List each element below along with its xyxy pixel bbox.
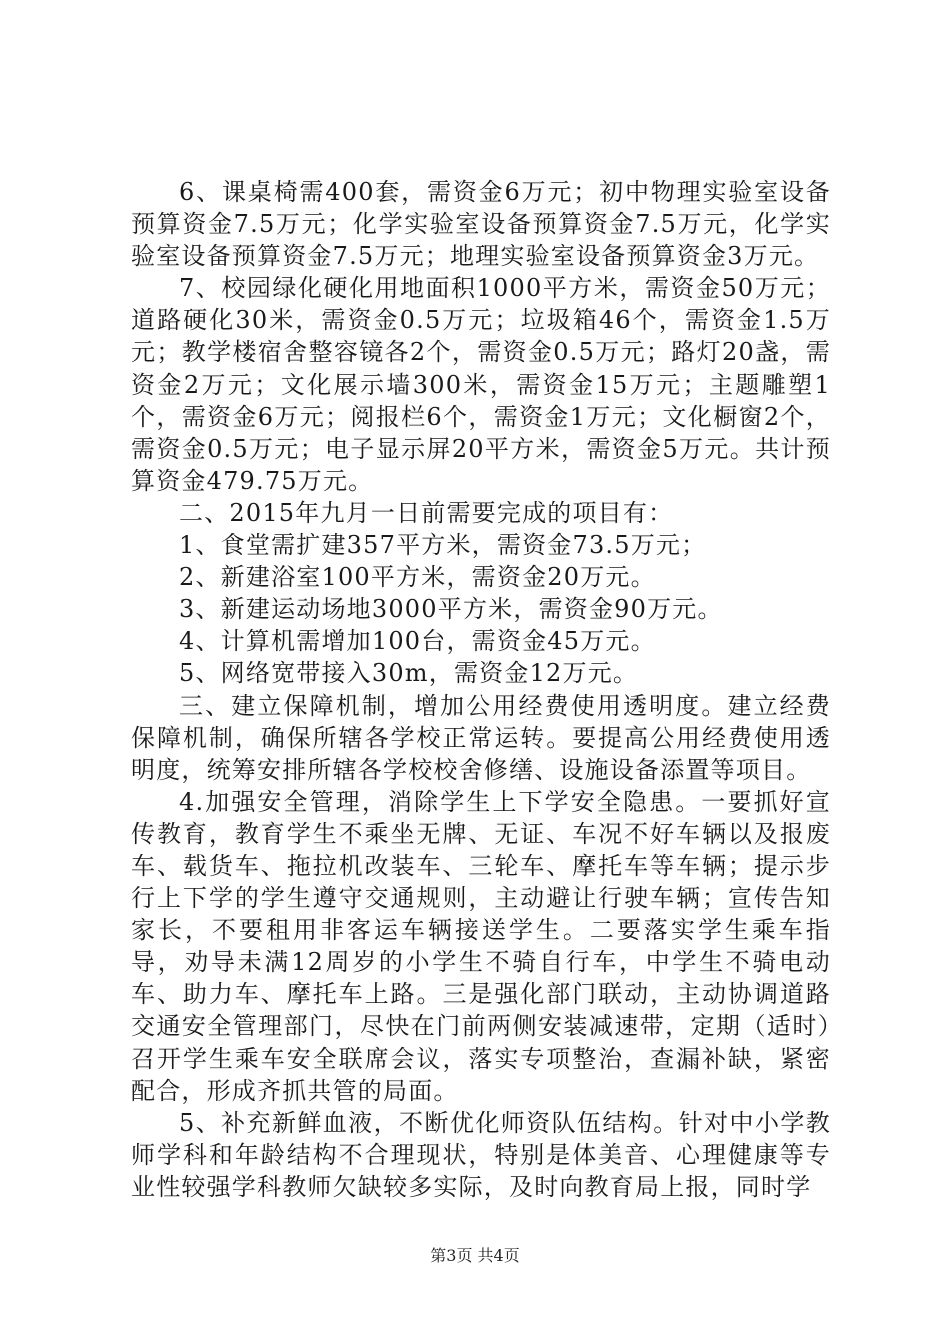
paragraph-item-bathroom: 2、新建浴室100平方米，需资金20万元。 — [179, 563, 656, 592]
paragraph-section-two-heading: 二、2015年九月一日前需要完成的项目有： — [179, 498, 674, 527]
paragraph-desks-lab-equipment: 6、课桌椅需400套，需资金6万元；初中物理实验室设备预算资金7.5万元；化学实验室设备预算资金7.5万元，化学实验室设备预算资金7.5万元；地理实验室设备预算资金3万元。 — [131, 178, 831, 271]
paragraph-safety-management: 4.加强安全管理，消除学生上下学安全隐患。一要抓好宣传教育，教育学生不乘坐无牌、无证、车况不好车辆以及报废车、载货车、拖拉机改装车、三轮车、摩托车等车辆；提示步行上下学的学生遵守交通规则，主动避让行驶车辆；宣传告知家长，不要租用非客运车辆接送学生。二要落实学生乘车指导，劝导未满12周岁的小学生不骑自行车，中学生不骑电动车、助力车、摩托车上路。三是强化部门联动，主动协调道路交通安全管理部门，尽快在门前两侧安装减速带，定期（适时）召开学生乘车安全联席会议，落实专项整治，查漏补缺，紧密配合，形成齐抓共管的局面。 — [131, 787, 831, 1105]
document-body — [131, 176, 831, 1203]
paragraph-campus-greening: 7、校园绿化硬化用地面积1000平方米，需资金50万元；道路硬化30米，需资金0.5万元；垃圾箱46个，需资金1.5万元；教学楼宿舍整容镜各2个，需资金0.5万元；路灯20盏，需资金2万元；文化展示墙300米，需资金15万元；主题雕塑1个，需资金6万元；阅报栏6个，需资金1万元；文化橱窗2个，需资金0.5万元；电子显示屏20平方米，需资金5万元。共计预算资金479.75万元。 — [131, 274, 831, 495]
paragraph-item-broadband: 5、网络宽带接入30m，需资金12万元。 — [179, 659, 639, 688]
paragraph-section-three-funding: 三、建立保障机制，增加公用经费使用透明度。建立经费保障机制，确保所辖各学校正常运转。要提高公用经费使用透明度，统筹安排所辖各学校校舍修缮、设施设备添置等项目。 — [131, 691, 831, 784]
paragraph-item-sports-field: 3、新建运动场地3000平方米，需资金90万元。 — [179, 595, 723, 624]
paragraph-item-computers: 4、计算机需增加100台，需资金45万元。 — [179, 627, 656, 656]
paragraph-teacher-staffing: 5、补充新鲜血液，不断优化师资队伍结构。针对中小学教师学科和年龄结构不合理现状，特别是体美音、心理健康等专业性较强学科教师欠缺较多实际，及时向教育局上报，同时学 — [131, 1108, 831, 1201]
paragraph-item-canteen: 1、食堂需扩建357平方米，需资金73.5万元； — [179, 531, 707, 560]
page-footer: 第3页 共4页 — [430, 1246, 520, 1265]
